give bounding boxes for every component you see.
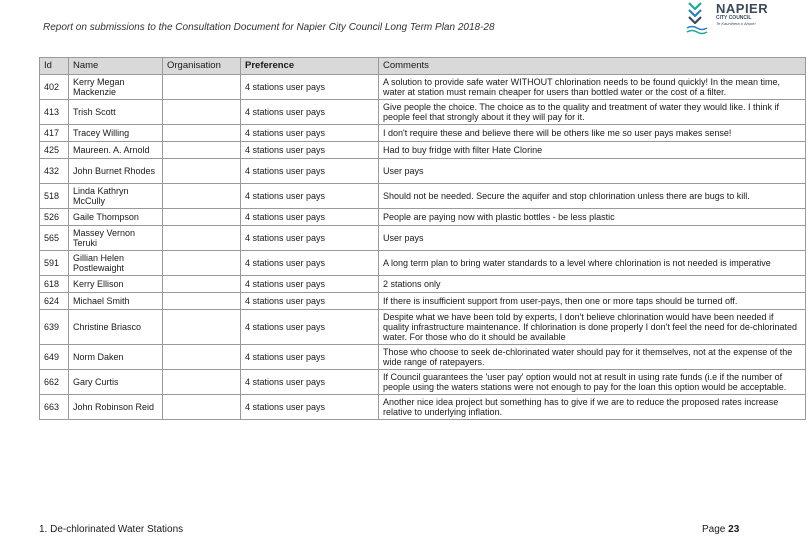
cell-id: 402: [40, 75, 69, 100]
cell-id: 425: [40, 142, 69, 159]
logo-text: [716, 2, 768, 26]
table-row: [40, 125, 806, 142]
cell-preference: 4 stations user pays: [241, 100, 379, 125]
cell-comment: User pays: [379, 159, 806, 184]
column-header-name: Name: [69, 58, 163, 75]
cell-preference: 4 stations user pays: [241, 209, 379, 226]
cell-comment: If there is insufficient support from user-pays, then one or more taps should be turned off.: [379, 293, 806, 310]
cell-id: 663: [40, 395, 69, 420]
cell-comment: Another nice idea project but something has to give if we are to reduce the proposed rates increase relative to underlying inflation.: [379, 395, 806, 420]
cell-name: Norm Daken: [69, 345, 163, 370]
submissions-table: [39, 57, 806, 420]
cell-preference: 4 stations user pays: [241, 293, 379, 310]
column-header-organisation: Organisation: [163, 58, 241, 75]
cell-id: 624: [40, 293, 69, 310]
cell-organisation: [163, 293, 241, 310]
logo-tagline: Te Kaunihera o Ahuriri: [716, 21, 756, 26]
cell-id: 565: [40, 226, 69, 251]
footer-section-title: 1. De-chlorinated Water Stations: [39, 524, 184, 535]
cell-comment: Had to buy fridge with filter Hate Clorine: [379, 142, 806, 159]
cell-id: 639: [40, 310, 69, 345]
table-row: [40, 276, 806, 293]
table-row: [40, 251, 806, 276]
cell-organisation: [163, 395, 241, 420]
cell-comment: Give people the choice. The choice as to the quality and treatment of water they would like. I think if people feel that strongly about it they will pay for it.: [379, 100, 806, 125]
cell-preference: 4 stations user pays: [241, 75, 379, 100]
page-number: [702, 524, 739, 535]
cell-preference: 4 stations user pays: [241, 184, 379, 209]
cell-organisation: [163, 159, 241, 184]
cell-preference: 4 stations user pays: [241, 159, 379, 184]
cell-comment: I don't require these and believe there will be others like me so user pays makes sense!: [379, 125, 806, 142]
cell-id: 618: [40, 276, 69, 293]
cell-comment: Despite what we have been told by experts, I don't believe chlorination would have been needed if quality infrastructure maintenance. If chlorination is done properly I don't feel the need for de-chlorinated water. For those who do it should be available: [379, 310, 806, 345]
table-row: [40, 310, 806, 345]
cell-organisation: [163, 310, 241, 345]
cell-id: 413: [40, 100, 69, 125]
table-header-row: [40, 58, 806, 75]
cell-name: Trish Scott: [69, 100, 163, 125]
cell-preference: 4 stations user pays: [241, 142, 379, 159]
cell-preference: 4 stations user pays: [241, 395, 379, 420]
cell-comment: Those who choose to seek de-chlorinated water should pay for it themselves, not at the expense of the wide range of ratepayers.: [379, 345, 806, 370]
cell-organisation: [163, 251, 241, 276]
cell-organisation: [163, 276, 241, 293]
column-header-preference: Preference: [241, 58, 379, 75]
cell-id: 526: [40, 209, 69, 226]
cell-id: 417: [40, 125, 69, 142]
report-title: Report on submissions to the Consultation Document for Napier City Council Long Term Plan 2018-28: [43, 22, 495, 33]
table-row: [40, 142, 806, 159]
cell-id: 649: [40, 345, 69, 370]
table-row: [40, 75, 806, 100]
cell-preference: 4 stations user pays: [241, 310, 379, 345]
table-row: [40, 370, 806, 395]
column-header-id: Id: [40, 58, 69, 75]
table-row: [40, 226, 806, 251]
cell-organisation: [163, 370, 241, 395]
cell-preference: 4 stations user pays: [241, 276, 379, 293]
table-row: [40, 184, 806, 209]
cell-organisation: [163, 226, 241, 251]
cell-comment: A solution to provide safe water WITHOUT chlorination needs to be found quickly! In the mean time, water at station must remain cheaper for users than bottled water or the cost of a filter.: [379, 75, 806, 100]
cell-name: Massey Vernon Teruki: [69, 226, 163, 251]
table-row: [40, 395, 806, 420]
table-row: [40, 159, 806, 184]
cell-preference: 4 stations user pays: [241, 125, 379, 142]
logo-subtitle: CITY COUNCIL: [716, 15, 752, 21]
cell-name: Tracey Willing: [69, 125, 163, 142]
page-number-value: 23: [728, 524, 740, 535]
cell-name: Maureen. A. Arnold: [69, 142, 163, 159]
cell-name: Kerry Megan Mackenzie: [69, 75, 163, 100]
cell-organisation: [163, 184, 241, 209]
cell-preference: 4 stations user pays: [241, 345, 379, 370]
cell-name: John Robinson Reid: [69, 395, 163, 420]
cell-comment: If Council guarantees the 'user pay' option would not at result in using rate funds (i.e if the number of people using the waters stations were not enough to pay for the loan this option would be acceptable.: [379, 370, 806, 395]
cell-id: 432: [40, 159, 69, 184]
cell-comment: Should not be needed. Secure the aquifer and stop chlorination unless there are bugs to kill.: [379, 184, 806, 209]
table-row: [40, 345, 806, 370]
cell-organisation: [163, 100, 241, 125]
cell-name: Gary Curtis: [69, 370, 163, 395]
cell-id: 662: [40, 370, 69, 395]
cell-comment: A long term plan to bring water standards to a level where chlorination is not needed is imperative: [379, 251, 806, 276]
table-row: [40, 293, 806, 310]
table-row: [40, 100, 806, 125]
cell-name: Kerry Ellison: [69, 276, 163, 293]
cell-name: Gaile Thompson: [69, 209, 163, 226]
cell-preference: 4 stations user pays: [241, 370, 379, 395]
column-header-comments: Comments: [379, 58, 806, 75]
cell-name: Linda Kathryn McCully: [69, 184, 163, 209]
cell-comment: User pays: [379, 226, 806, 251]
cell-id: 518: [40, 184, 69, 209]
cell-organisation: [163, 75, 241, 100]
cell-preference: 4 stations user pays: [241, 226, 379, 251]
cell-organisation: [163, 142, 241, 159]
cell-name: Christine Briasco: [69, 310, 163, 345]
cell-comment: 2 stations only: [379, 276, 806, 293]
cell-name: Michael Smith: [69, 293, 163, 310]
table-row: [40, 209, 806, 226]
cell-organisation: [163, 125, 241, 142]
cell-organisation: [163, 345, 241, 370]
page-label: Page: [702, 524, 726, 535]
cell-comment: People are paying now with plastic bottles - be less plastic: [379, 209, 806, 226]
cell-preference: 4 stations user pays: [241, 251, 379, 276]
cell-name: John Burnet Rhodes: [69, 159, 163, 184]
logo-name: NAPIER: [716, 1, 769, 16]
cell-id: 591: [40, 251, 69, 276]
cell-name: Gillian Helen Postlewaight: [69, 251, 163, 276]
cell-organisation: [163, 209, 241, 226]
